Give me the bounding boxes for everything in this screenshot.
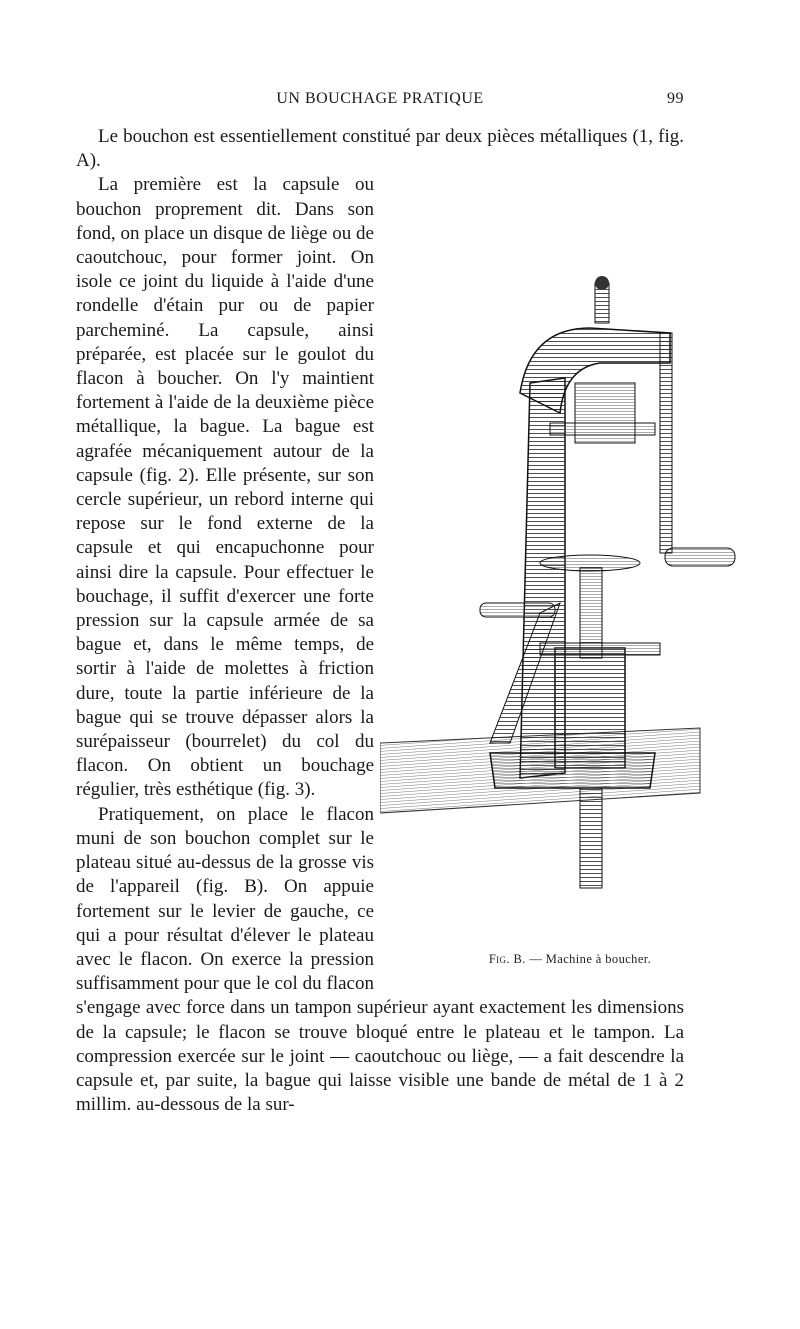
paragraph-3: Pratiquement, on place le flacon muni de son bouchon complet sur le plateau situé au-dessus de la grosse vis de l'appareil (fig. B). On appuie fortement sur le levier de gauche, ce qui a pour résultat d'élever le plateau avec le flacon. On exerce la pression suffisamment pour que le col du flacon s'engage avec force dans un tampon supérieur ayant exactement les dimensions de la capsule; le flacon se trouve bloqué entre le plateau et le tampon. La compression exercée sur le joint — caoutchouc ou liège, — a fait descendre la capsule et, par suite, la bague qui laisse visible une bande de métal de 1 à 2 millim. au-dessous de la sur- bbox=[76, 803, 684, 1116]
machine-base bbox=[490, 753, 655, 788]
paragraph-2: La première est la capsule ou bouchon proprement dit. Dans son fond, on place un disque de liège ou de caoutchouc, pour former joint. On isole ce joint du liquide à l'aide d'une rondelle d'étain pur ou de papier parcheminé. La capsule, ainsi préparée, est placée sur le goulot du flacon à boucher. On l'y maintient fortement à l'aide de la deuxième pièce métallique, la bague. La bague est agrafée mécaniquement autour de la capsule (fig. 2). Elle présente, sur son cercle supérieur, un rebord interne qui repose sur le fond externe de la capsule et qui encapuchonne pour ainsi dire la capsule. Pour effectuer le bouchage, il suffit d'exercer une forte pression sur la capsule armée de sa bague et, dans le même temps, de sortir à l'aide de molettes à friction dure, toute la partie inférieure de la bague qui se trouve dépasser alors la surépaisseur (bourrelet) du col du flacon. On obtient un bouchage régulier, très esthétique (fig. 3). bbox=[76, 174, 374, 801]
page-header bbox=[76, 90, 684, 114]
figure-caption bbox=[380, 947, 760, 971]
figure-caption-text: — Machine à boucher. bbox=[529, 952, 652, 967]
figure-label: Fig. B. bbox=[488, 952, 526, 967]
page-number: 99 bbox=[667, 90, 684, 107]
running-title: UN BOUCHAGE PRATIQUE bbox=[276, 90, 484, 107]
figure-b bbox=[380, 273, 760, 973]
bottling-machine-illustration bbox=[380, 273, 760, 943]
body-text bbox=[76, 125, 684, 1117]
paragraph-1: Le bouchon est essentiellement constitué par deux pièces métalliques (1, fig. A). bbox=[76, 126, 684, 172]
